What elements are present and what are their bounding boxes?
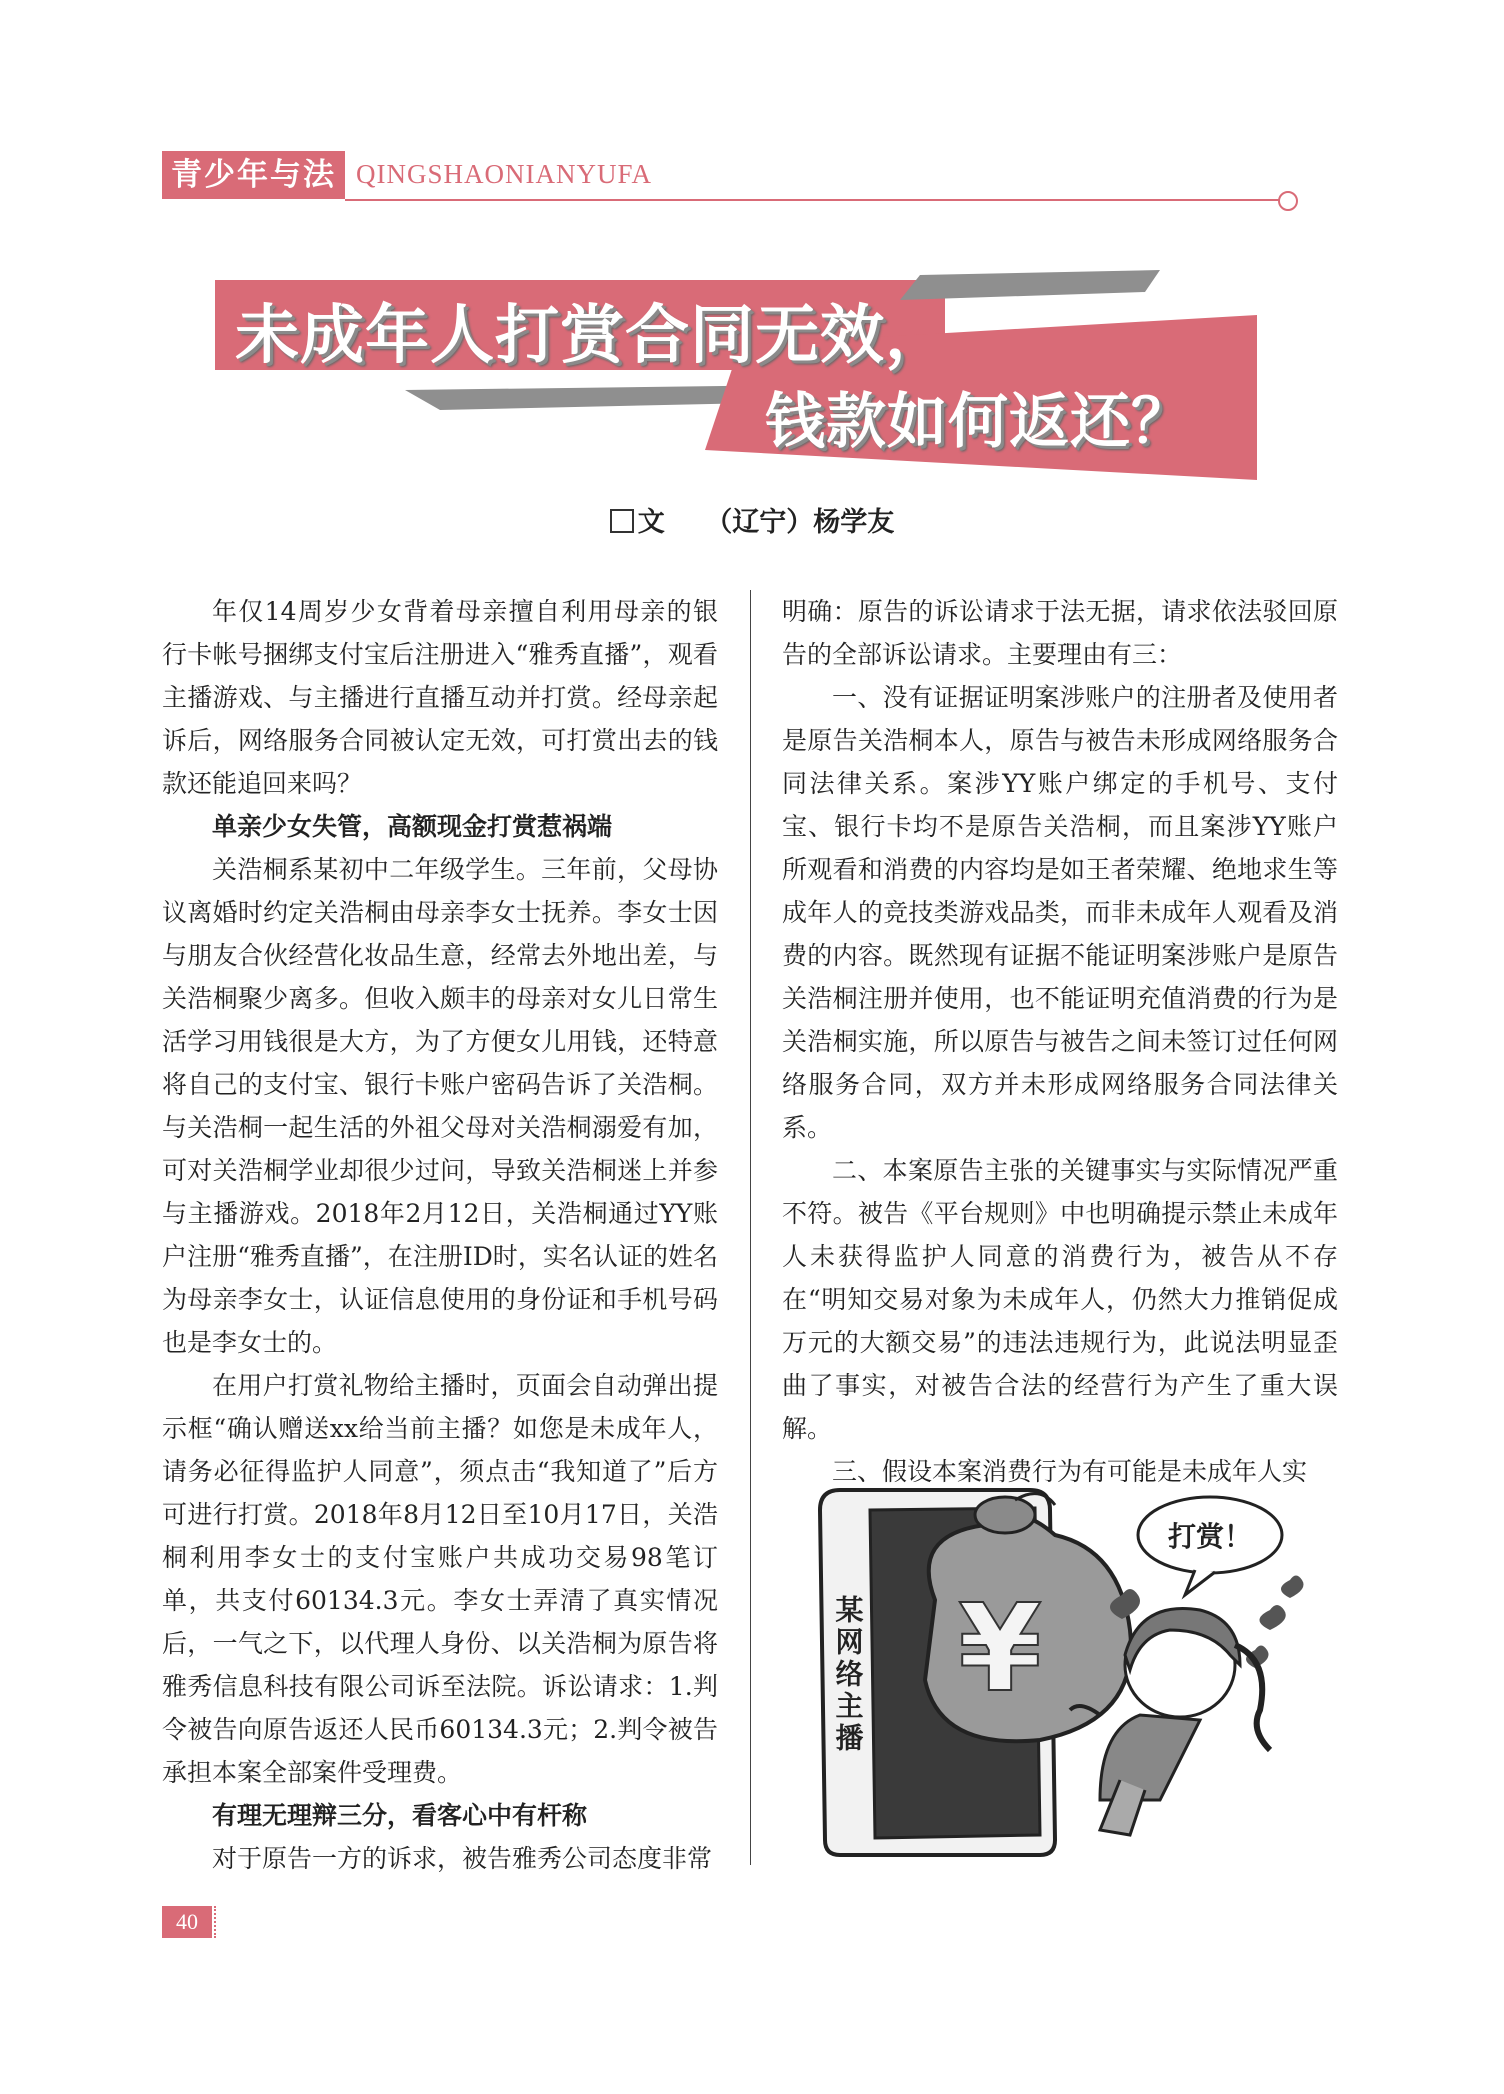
phone-label: 某网络主播	[831, 1595, 865, 1755]
byline-author: （辽宁）杨学友	[718, 507, 895, 538]
paragraph: 二、本案原告主张的关键事实与实际情况严重不符。被告《平台规则》中也明确提示禁止未成年人未获得监护人同意的消费行为，被告从不存在“明知交易对象为未成年人，仍然大力推销促成万元的大额交易”的违法违规行为，此说法明显歪曲了事实，对被告合法的经营行为产生了重大误解。	[782, 1156, 1338, 1443]
subheading: 有理无理辩三分，看客心中有杆称	[212, 1801, 588, 1830]
article-left-column	[162, 590, 718, 1880]
paragraph: 在用户打赏礼物给主播时，页面会自动弹出提示框“确认赠送xx给当前主播？如您是未成年人，请务必征得监护人同意”，须点击“我知道了”后方可进行打赏。2018年8月12日至10月17日，关浩桐利用李女士的支付宝账户共成功交易98笔订单，共支付60134.3元。李女士弄清了真实情况后，一气之下，以代理人身份、以关浩桐为原告将雅秀信息科技有限公司诉至法院。诉讼请求：1.判令被告向原告返还人民币60134.3元；2.判令被告承担本案全部案件受理费。	[162, 1371, 718, 1787]
page-number-dots	[214, 1906, 219, 1938]
paragraph: 关浩桐系某初中二年级学生。三年前，父母协议离婚时约定关浩桐由母亲李女士抚养。李女士因与朋友合伙经营化妆品生意，经常去外地出差，与关浩桐聚少离多。但收入颇丰的母亲对女儿日常生活学习用钱很是大方，为了方便女儿用钱，还特意将自己的支付宝、银行卡账户密码告诉了关浩桐。与关浩桐一起生活的外祖父母对关浩桐溺爱有加，可对关浩桐学业却很少过问，导致关浩桐迷上并参与主播游戏。2018年2月12日，关浩桐通过YY账户注册“雅秀直播”，在注册ID时，实名认证的姓名为母亲李女士，认证信息使用的身份证和手机号码也是李女士的。	[162, 855, 718, 1357]
paragraph: 年仅14周岁少女背着母亲擅自利用母亲的银行卡帐号捆绑支付宝后注册进入“雅秀直播”，观看主播游戏、与主播进行直播互动并打赏。经母亲起诉后，网络服务合同被认定无效，可打赏出去的钱款还能追回来吗？	[162, 597, 718, 798]
title-line-1: 未成年人打赏合同无效，	[235, 299, 950, 373]
cartoon-illustration	[800, 1480, 1340, 1860]
byline	[0, 500, 1504, 539]
paragraph: 明确：原告的诉讼请求于法无据，请求依法驳回原告的全部诉讼请求。主要理由有三：	[782, 597, 1338, 669]
byline-box-icon	[610, 509, 634, 533]
bubble-text: 打赏！	[1167, 1520, 1253, 1553]
article-right-column	[782, 590, 1338, 1493]
section-title: 青少年与法	[162, 151, 345, 199]
section-pinyin: QINGSHAONIANYUFA	[356, 159, 652, 189]
header-rule	[345, 199, 1280, 201]
header-rule-end-circle	[1278, 191, 1298, 211]
paragraph: 一、没有证据证明案涉账户的注册者及使用者是原告关浩桐本人，原告与被告未形成网络服务合同法律关系。案涉YY账户绑定的手机号、支付宝、银行卡均不是原告关浩桐，而且案涉YY账户所观看和消费的内容均是如王者荣耀、绝地求生等成年人的竞技类游戏品类，而非未成年人观看及消费的内容。既然现有证据不能证明案涉账户是原告关浩桐注册并使用，也不能证明充值消费的行为是关浩桐实施，所以原告与被告之间未签订过任何网络服务合同，双方并未形成网络服务合同法律关系。	[782, 683, 1338, 1142]
byline-prefix: 文	[637, 507, 665, 538]
paragraph: 对于原告一方的诉求，被告雅秀公司态度非常	[212, 1844, 713, 1873]
title-line-2: 钱款如何返还？	[765, 387, 1192, 457]
bag-currency-symbol: ¥	[958, 1580, 1042, 1719]
paragraph: 三、假设本案消费行为有可能是未成年人实	[832, 1457, 1308, 1486]
column-divider	[750, 590, 751, 1865]
subheading: 单亲少女失管，高额现金打赏惹祸端	[212, 812, 613, 841]
page-number: 40	[162, 1906, 212, 1938]
